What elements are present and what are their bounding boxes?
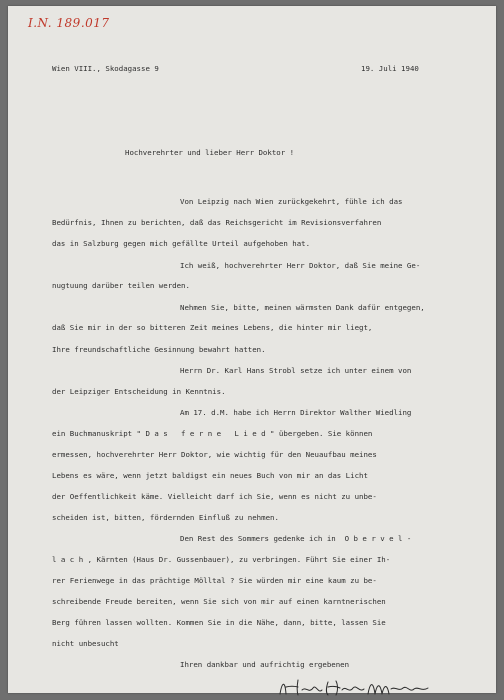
body-line: schreibende Freude bereiten, wenn Sie sich von mir auf einen karntnerischen — [52, 597, 386, 606]
body-line: Den Rest des Sommers gedenke ich in O b e r v e l - — [180, 534, 412, 543]
body-line: l a c h , Kärnten (Haus Dr. Gussenbauer), zu verbringen. Führt Sie einer Ih- — [52, 555, 391, 564]
body-line: Ich weiß, hochverehrter Herr Doktor, daß Sie meine Ge- — [180, 261, 421, 270]
archive-number: I.N. 189.017 — [28, 16, 110, 30]
body-line: nugtuung darüber teilen werden. — [52, 281, 190, 290]
body-line: der Oeffentlichkeit käme. Vielleicht darf ich Sie, wenn es nicht zu unbe- — [52, 492, 377, 501]
body-line: ein Buchmanuskript " D a s f e r n e L i e d " übergeben. Sie können — [52, 429, 373, 438]
body-line: Nehmen Sie, bitte, meinen wärmsten Dank dafür entgegen, — [180, 303, 425, 312]
body-line: ermessen, hochverehrter Herr Doktor, wie wichtig für den Neuaufbau meines — [52, 450, 377, 459]
body-line: Ihre freundschaftliche Gesinnung bewahrt hatten. — [52, 345, 266, 354]
salutation: Hochverehrter und lieber Herr Doktor ! — [125, 148, 295, 157]
body-line: scheiden ist, bitten, fördernden Einfluß zu nehmen. — [52, 513, 279, 522]
body-line: Am 17. d.M. habe ich Herrn Direktor Walther Wiedling — [180, 408, 412, 417]
body-line: Herrn Dr. Karl Hans Strobl setze ich unter einem von — [180, 366, 412, 375]
body-line: Von Leipzig nach Wien zurückgekehrt, fühle ich das — [180, 197, 403, 206]
body-line: der Leipziger Entscheidung in Kenntnis. — [52, 387, 226, 396]
handwritten-signature — [276, 676, 436, 700]
body-line: das in Salzburg gegen mich gefällte Urteil aufgehoben hat. — [52, 239, 311, 248]
body-line: Berg führen lassen wollten. Kommen Sie in die Nähe, dann, bitte, lassen Sie — [52, 618, 386, 627]
body-line: Lebens es wäre, wenn jetzt baldigst ein neues Buch von mir an das Licht — [52, 471, 368, 480]
closing-line: Ihren dankbar und aufrichtig ergebenen — [180, 660, 350, 669]
letter-page — [8, 6, 496, 693]
sender-address: Wien VIII., Skodagasse 9 — [52, 64, 159, 73]
letter-date: 19. Juli 1940 — [361, 64, 419, 73]
body-line: rer Ferienwege in das prächtige Mölltal ? Sie würden mir eine kaum zu be- — [52, 576, 377, 585]
body-line: nicht unbesucht — [52, 639, 119, 648]
body-line: Bedürfnis, Ihnen zu berichten, daß das Reichsgericht im Revisionsverfahren — [52, 218, 382, 227]
body-line: daß Sie mir in der so bitteren Zeit meines Lebens, die hinter mir liegt, — [52, 323, 373, 332]
